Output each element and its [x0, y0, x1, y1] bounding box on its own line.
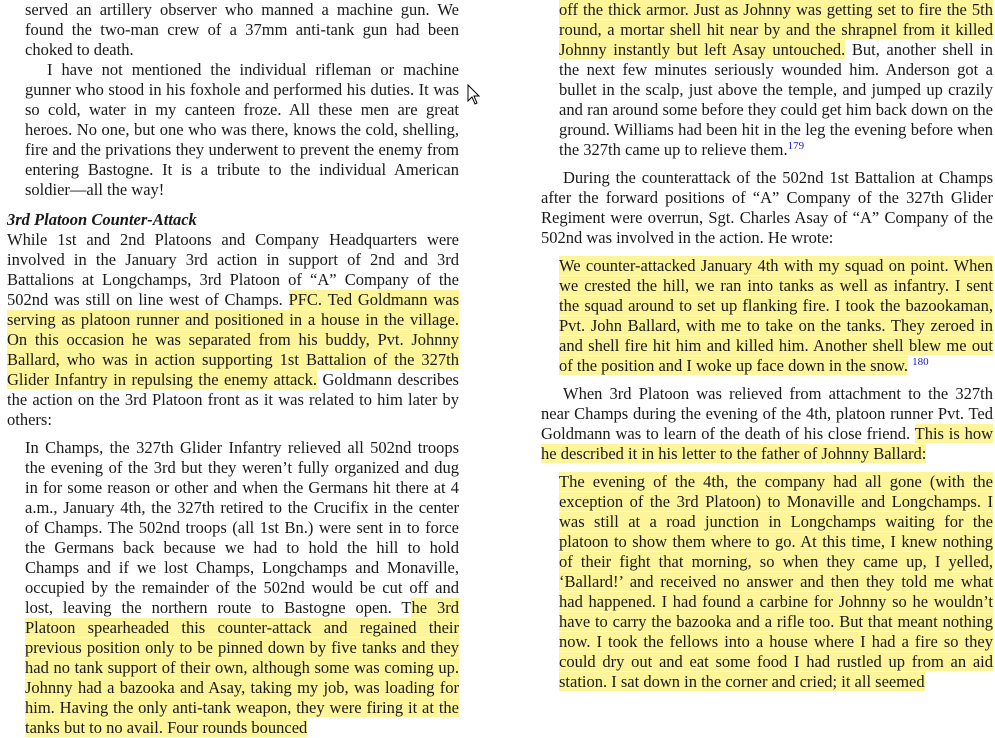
section-heading: 3rd Platoon Counter-Attack [7, 210, 197, 229]
block-quote [25, 438, 459, 738]
right-column [541, 0, 993, 692]
highlighted-text[interactable]: This is how he described it in his letter to the father of Johnny Ballard: [541, 424, 993, 463]
body-text: When 3rd Platoon was relieved from attachment to the 327th near Champs during the evening of the 4th, platoon runner Pvt. Ted Goldmann was to learn of the death of his close friend. [541, 384, 993, 443]
spacer [541, 160, 993, 168]
block-quote-continuation [559, 0, 993, 160]
highlighted-text[interactable]: PFC. Ted Goldmann was serving as platoon runner and positioned in a house in the village. On this occasion he was separated from his buddy, Pvt. Johnny Ballard, who was in action supporting 1st Battalion of the 327th Glider Infantry in repulsing the enemy attack. [7, 290, 460, 389]
quote-text: In Champs, the 327th Glider Infantry relieved all 502nd troops the evening of the 3rd but they weren’t fully organized and dug in for some reason or other and when the Germans hit there at 4 a.m., January 4th, the 327th retired to the Crucifix in the center of Champs. The 502nd troops (all 1st Bn.) were sent in to force the Germans back because we had to hold the hill to hold Champs and if we lost Champs, Longchamps and Monaville, occupied by the remainder of the 502nd would be cut off and lost, leaving the northern route to Bastogne open. T [25, 438, 459, 617]
body-paragraph [541, 384, 993, 464]
left-column [7, 0, 459, 738]
spacer [541, 248, 993, 256]
body-text: Goldmann describes the action on the 3rd Platoon front as it was related to him later by others: [7, 370, 459, 429]
footnote-link[interactable]: 179 [787, 140, 805, 152]
quote-paragraph: I have not mentioned the individual rifleman or machine gunner who stood in his foxhole and performed his duties. It was so cold, water in my canteen froze. All these men are great heroes. No one, but one who was there, knows the cold, shelling, fire and the privations they underwent to prevent the enemy from entering Bastogne. It is a tribute to the individual American soldier—all the way! [25, 60, 459, 199]
quote-continuation: served an artillery observer who manned a machine gun. We found the two-man crew of a 37mm anti-tank gun had been choked to death. [25, 0, 459, 59]
spacer [541, 376, 993, 384]
highlighted-text[interactable]: The evening of the 4th, the company had all gone (with the exception of the 3rd Platoon) to Monaville and Longchamps. I was still at a road junction in Longchamps waiting for the platoon to show them where to go. At this time, I knew nothing of their fight that morning, so when they came up, I yelled, ‘Ballard!’ and received no answer and then they told me what had happened. I had found a carbine for Johnny so he wouldn’t have to carry the bazooka and a rifle too. But that meant nothing now. I took the fellows into a house where I had a fire so they could dry out and eat some food I had rustled up from an aid station. I sat down in the corner and cried; it all seemed [559, 472, 993, 691]
highlighted-text[interactable]: he 3rd Platoon spearheaded this counter-attack and regained their previous position only to be pinned down by five tanks and they had no tank support of their own, although some was coming up. Johnny had a bazooka and Asay, taking my job, was loading for him. Having the only anti-tank weapon, they were firing it at the tanks but to no avail. Four rounds bounced [25, 598, 459, 737]
spacer [541, 464, 993, 472]
block-quote [559, 256, 993, 376]
footnote-link[interactable]: 180 [912, 356, 929, 368]
spacer [7, 430, 459, 438]
body-text: While 1st and 2nd Platoons and Company Headquarters were involved in the January 3rd action in support of 2nd and 3rd Battalions at Longchamps, 3rd Platoon of “A” Company of the 502nd was still on line west of Champs. [7, 230, 459, 309]
highlighted-text[interactable]: We counter-attacked January 4th with my squad on point. When we crested the hill, we ran into tanks as well as infantry. I sent the squad around to set up flanking fire. I took the bazookaman, Pvt. John Ballard, with me to take on the tanks. They zeroed in and shell fire hit him and killed him. Another shell blew me out of the position and I woke up face down in the snow. [559, 256, 993, 375]
mouse-pointer-icon [467, 84, 481, 106]
body-paragraph: During the counterattack of the 502nd 1st Battalion at Champs after the forward positions of “A” Company of the 327th Glider Regiment were overrun, Sgt. Charles Asay of “A” Company of the 502nd was involved in the action. He wrote: [541, 168, 993, 247]
quote-text: But, another shell in the next few minutes seriously wounded him. Anderson got a bullet in the scalp, just above the temple, and jumped up crazily and ran around some before they could get him back down on the ground. Williams had been hit in the leg the evening before when the 327th came up to relieve them. [559, 40, 993, 159]
highlighted-text[interactable]: off the thick armor. Just as Johnny was getting set to fire the 5th round, a mortar shell hit near by and the shrapnel from it killed Johnny instantly but left Asay untouched. [559, 0, 993, 59]
body-paragraph [7, 230, 459, 430]
block-quote [559, 472, 993, 692]
spacer [7, 200, 459, 210]
